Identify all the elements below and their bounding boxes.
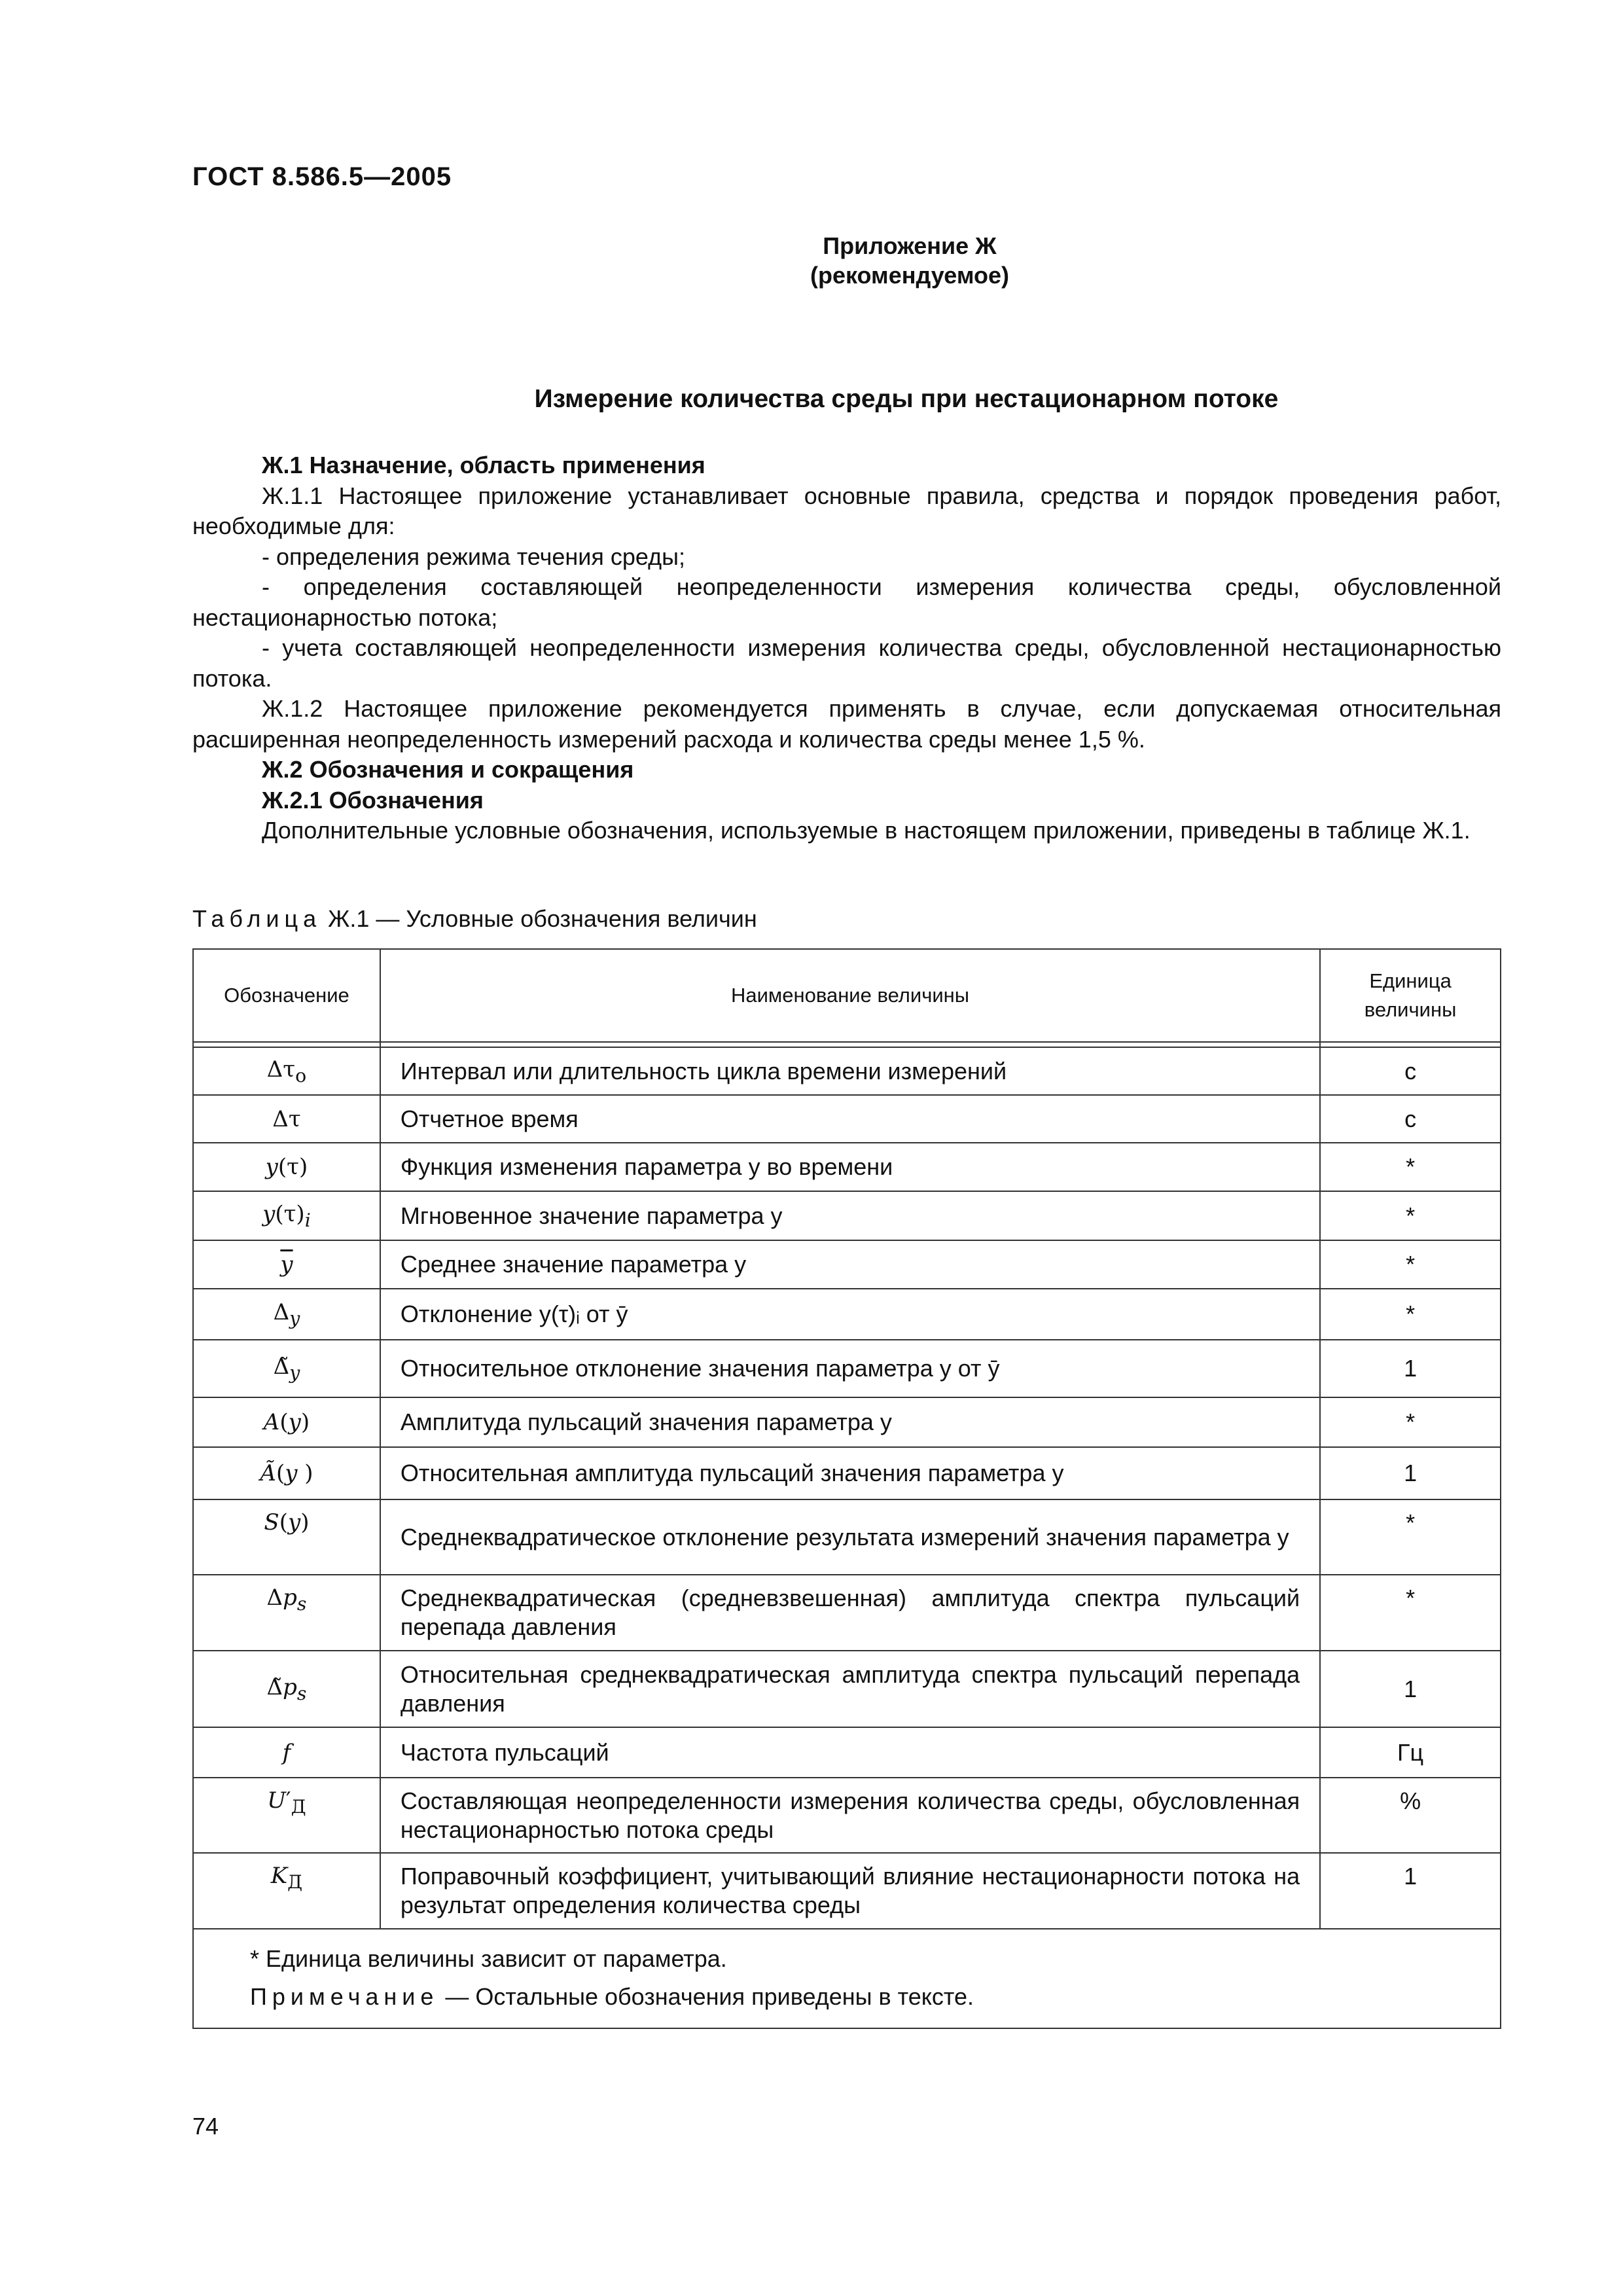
name-cell: Среднее значение параметра y <box>380 1240 1320 1289</box>
table-row <box>193 1397 1501 1447</box>
annex-heading: Измерение количества среды при нестационарном потоке <box>534 385 1279 413</box>
symbol-cell: $\Deltãp_s$ <box>193 1651 380 1727</box>
name-cell: Относительная среднеквадратическая амплитуда спектра пульсаций перепада давления <box>380 1651 1320 1727</box>
symbol-cell: Ã(y ) <box>193 1447 380 1499</box>
symbol-cell: $\Delta_y$ <box>193 1289 380 1340</box>
unit-cell: 1 <box>1320 1340 1501 1397</box>
symbols-table <box>192 948 1501 2029</box>
name-cell: Отклонение y(τ)ᵢ от ȳ <box>380 1289 1320 1340</box>
unit-cell: * <box>1320 1575 1501 1651</box>
table-row <box>193 1143 1501 1191</box>
name-cell: Среднеквадратическая (средневзвешенная) амплитуда спектра пульсаций перепада давления <box>380 1575 1320 1651</box>
table-row <box>193 1447 1501 1499</box>
body-text <box>192 450 1501 846</box>
paragraph-1-1: Ж.1.1 Настоящее приложение устанавливает основные правила, средства и порядок проведения работ, необходимые для: <box>192 482 1501 539</box>
unit-cell: * <box>1320 1143 1501 1191</box>
unit-cell: 1 <box>1320 1853 1501 1929</box>
table-row <box>193 1095 1501 1143</box>
section-2-title: Ж.2 Обозначения и сокращения <box>262 756 634 783</box>
name-cell: Среднеквадратическое отклонение результата измерений значения параметра y <box>380 1499 1320 1575</box>
unit-cell: * <box>1320 1499 1501 1575</box>
unit-cell: с <box>1320 1095 1501 1143</box>
table-row <box>193 1727 1501 1778</box>
unit-cell: 1 <box>1320 1651 1501 1727</box>
unit-cell: * <box>1320 1240 1501 1289</box>
name-cell: Амплитуда пульсаций значения параметра y <box>380 1397 1320 1447</box>
table-caption <box>192 905 757 933</box>
table-row <box>193 1289 1501 1340</box>
standard-number: ГОСТ 8.586.5—2005 <box>192 162 452 191</box>
list-item: - учета составляющей неопределенности измерения количества среды, обусловленной нестационарностью потока. <box>192 634 1501 692</box>
unit-cell: * <box>1320 1397 1501 1447</box>
annex-title: Приложение Ж <box>823 232 997 259</box>
table-row <box>193 1240 1501 1289</box>
symbol-cell: $\overline{y}$ <box>193 1240 380 1289</box>
unit-cell: 1 <box>1320 1447 1501 1499</box>
symbol-cell: S(y) <box>193 1499 380 1575</box>
symbol-cell: $\Delta p_s$ <box>193 1575 380 1651</box>
unit-cell: Гц <box>1320 1727 1501 1778</box>
symbol-cell: Δτ <box>193 1095 380 1143</box>
unit-cell: % <box>1320 1778 1501 1853</box>
caption-label: Таблица <box>192 905 322 932</box>
table-row <box>193 1778 1501 1853</box>
paragraph-2-1: Дополнительные условные обозначения, используемые в настоящем приложении, приведены в таблице Ж.1. <box>262 817 1471 844</box>
note-text: — Остальные обозначения приведены в тексте. <box>438 1983 974 2010</box>
list-item: - определения режима течения среды; <box>262 543 686 570</box>
symbol-cell: $\Delta\tau_o$ <box>193 1047 380 1095</box>
symbol-cell: f <box>193 1727 380 1778</box>
unit-cell: с <box>1320 1047 1501 1095</box>
name-cell: Частота пульсаций <box>380 1727 1320 1778</box>
name-cell: Поправочный коэффициент, учитывающий влияние нестационарности потока на результат определения количества среды <box>380 1853 1320 1929</box>
section-1-title: Ж.1 Назначение, область применения <box>262 452 705 478</box>
table-footer <box>193 1929 1501 2028</box>
page-number: 74 <box>192 2113 219 2140</box>
note <box>250 1978 1480 2016</box>
name-cell: Интервал или длительность цикла времени измерений <box>380 1047 1320 1095</box>
footnote: * Единица величины зависит от параметра. <box>250 1945 727 1972</box>
table-row <box>193 1853 1501 1929</box>
table-row <box>193 1651 1501 1727</box>
table-row <box>193 1047 1501 1095</box>
header-name: Наименование величины <box>380 949 1320 1042</box>
unit-cell: * <box>1320 1191 1501 1240</box>
name-cell: Составляющая неопределенности измерения количества среды, обусловленная нестационарностью потока среды <box>380 1778 1320 1853</box>
table-row <box>193 1191 1501 1240</box>
unit-cell: * <box>1320 1289 1501 1340</box>
caption-text: Ж.1 — Условные обозначения величин <box>321 905 757 932</box>
table-row <box>193 1575 1501 1651</box>
section-2-1-title: Ж.2.1 Обозначения <box>262 786 484 814</box>
table-row <box>193 1340 1501 1397</box>
symbol-cell: A(y) <box>193 1397 380 1447</box>
symbol-cell: $U'_Д$ <box>193 1778 380 1853</box>
list-item: - определения составляющей неопределенности измерения количества среды, обусловленной нестационарностью потока; <box>192 573 1501 631</box>
name-cell: Относительное отклонение значения параметра y от ȳ <box>380 1340 1320 1397</box>
annex-subtitle: (рекомендуемое) <box>810 262 1009 289</box>
note-label: Примечание <box>250 1983 439 2010</box>
name-cell: Отчетное время <box>380 1095 1320 1143</box>
symbol-cell: $y(\tau)_i$ <box>193 1191 380 1240</box>
header-symbol: Обозначение <box>193 949 380 1042</box>
table-row <box>193 1499 1501 1575</box>
symbol-cell: $K_Д$ <box>193 1853 380 1929</box>
paragraph-1-2: Ж.1.2 Настоящее приложение рекомендуется применять в случае, если допускаемая относительная расширенная неопределенность измерений расхода и количества среды менее 1,5 %. <box>192 695 1501 753</box>
name-cell: Функция изменения параметра y во времени <box>380 1143 1320 1191</box>
header-unit: Единица величины <box>1320 949 1501 1042</box>
symbol-cell: y(τ) <box>193 1143 380 1191</box>
name-cell: Мгновенное значение параметра y <box>380 1191 1320 1240</box>
symbol-cell: $\Deltã_y$ <box>193 1340 380 1397</box>
name-cell: Относительная амплитуда пульсаций значения параметра y <box>380 1447 1320 1499</box>
table-notes <box>193 1929 1501 2028</box>
